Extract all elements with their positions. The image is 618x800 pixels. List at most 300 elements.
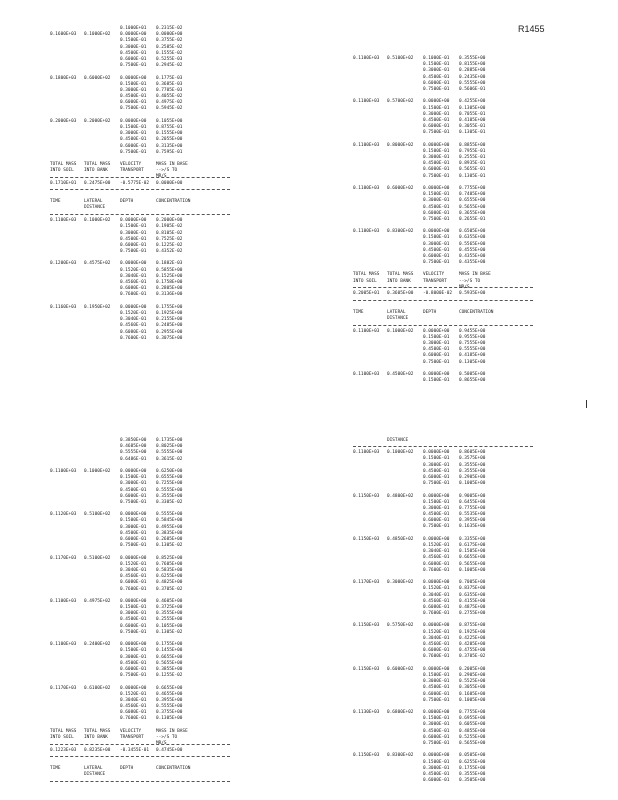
value-cell: 0.3055E-01	[459, 124, 486, 130]
depth-cell: 0.4500E-01	[423, 347, 450, 353]
value-cell: 0.1555E+00	[156, 131, 183, 137]
depth-cell: 0.3000E-01	[120, 524, 147, 530]
depth-cell: 0.1000E-01	[423, 56, 450, 61]
value-cell: 0.7055E-01	[459, 111, 486, 117]
value-cell: 0.5525E+00	[459, 679, 486, 685]
depth-cell: 0.6080E-01	[423, 604, 450, 610]
depth-cell: 0.6080E-01	[120, 329, 147, 335]
depth-cell: 0.1500E-01	[423, 378, 450, 384]
depth-cell: 0.0000E+00	[120, 304, 147, 310]
depth-cell: 0.7600E-01	[120, 292, 147, 298]
value-cell: 0.2555E-01	[459, 155, 486, 160]
value-cell: 0.1505E+00	[459, 549, 486, 555]
value-cell: 0.2755E+00	[459, 611, 486, 617]
column-header: TOTAL MASS INTO BANK	[387, 272, 414, 284]
value-cell: 0.5255E+00	[459, 734, 486, 740]
depth-cell: 0.3000E-01	[120, 44, 147, 50]
depth-cell: 0.3000E-01	[120, 230, 147, 236]
depth-cell: 0.4500E-01	[423, 468, 450, 474]
value-cell: 0.1755E+00	[156, 642, 183, 648]
depth-cell: 0.4500E-01	[120, 530, 147, 536]
value-cell: 0.7755E+00	[459, 185, 486, 191]
value-cell: 0.3075E+00	[156, 335, 183, 341]
summary-end-rule	[50, 189, 230, 190]
depth-cell: 0.6000E-01	[423, 474, 450, 480]
depth-cell: 0.6000E-01	[423, 353, 450, 359]
depth-cell: 0.7600E-01	[120, 586, 147, 592]
value-cell: 0.6555E+00	[459, 198, 486, 204]
depth-cell: 0.4560E-01	[120, 280, 147, 285]
header-rule	[353, 446, 533, 447]
printout-panel-bottom-right	[353, 438, 603, 784]
value-cell: 0.5255E-03	[156, 56, 183, 62]
distance-cell: 0.8235E+00	[84, 747, 111, 753]
time-cell: 0.1100E+03	[353, 56, 380, 61]
depth-cell: 0.3000E-01	[120, 654, 147, 660]
depth-cell: 0.3040E-01	[423, 549, 450, 555]
time-cell: 0.1150E+03	[353, 493, 380, 499]
depth-cell: 0.6000E-01	[120, 56, 147, 62]
value-cell: 0.3835E+00	[156, 530, 183, 536]
value-cell: 0.6055E+00	[459, 722, 486, 728]
value-cell: 0.8375E+00	[459, 586, 486, 592]
distance-cell: 0.1000E+02	[387, 450, 414, 456]
depth-cell: 0.3000E-01	[120, 131, 147, 137]
printout-panel-top-right	[353, 56, 603, 384]
distance-cell: 0.4800E+02	[387, 493, 414, 499]
value-cell: 0.4955E+00	[156, 524, 183, 530]
value-cell: 0.2905E+00	[459, 672, 486, 678]
value-cell: 0.7755E+00	[459, 505, 486, 511]
depth-cell: 0.7500E-01	[423, 697, 450, 703]
time-cell: 0.1100E+03	[353, 229, 380, 235]
value-cell: 0.7525E-02	[156, 236, 183, 242]
value-cell: 0.7705E-03	[156, 87, 183, 93]
depth-cell: 0.1500E-01	[120, 648, 147, 654]
value-cell: 0.6250E+00	[156, 468, 183, 474]
depth-cell: 0.7500E-01	[423, 86, 450, 92]
value-cell: 0.3705E-02	[156, 586, 183, 592]
summary-rule	[50, 177, 230, 178]
depth-cell: 0.7600E-01	[120, 716, 147, 722]
column-header: CONCENTRATION	[156, 199, 191, 205]
value-cell: 0.5935E+00	[459, 291, 486, 297]
column-header: TOTAL MASS INTO BANK	[84, 728, 111, 740]
depth-cell: 0.0000E+00	[120, 218, 147, 224]
time-cell: 0.1600E+03	[50, 32, 77, 38]
table-rule	[353, 325, 533, 326]
depth-cell: 0.0000E+00	[120, 468, 147, 474]
depth-cell: 0.1500E-01	[423, 192, 450, 198]
distance-cell: 0.2000E+02	[84, 118, 111, 124]
depth-cell: 0.4500E-01	[423, 728, 450, 734]
depth-cell: 0.7500E-01	[423, 481, 450, 487]
depth-cell: 0.1500E-01	[423, 499, 450, 505]
value-cell: 0.1005E+00	[459, 481, 486, 487]
value-cell: 0.4755E+00	[459, 648, 486, 654]
value-cell: 0.5845E+00	[156, 518, 183, 524]
printout-panel-top-left	[50, 26, 300, 342]
value-cell: 0.5855E+00	[156, 267, 183, 273]
depth-cell: 0.0000E+00	[120, 685, 147, 691]
value-cell: 0.6655E+00	[459, 555, 486, 561]
column-header: VELOCITY TRANSPORT	[423, 272, 447, 284]
value-cell: 0.6355E+00	[459, 592, 486, 598]
distance-cell: 0.8300E+02	[387, 753, 414, 759]
depth-cell: 0.0000E+00	[423, 142, 450, 148]
depth-cell: 0.1520E-01	[120, 691, 147, 697]
depth-cell: 0.0000E+00	[120, 642, 147, 648]
value-cell: 0.4352E-02	[156, 249, 183, 255]
value-cell: 0.5555E+00	[156, 704, 183, 710]
depth-cell: 0.6486E-01	[120, 456, 147, 462]
table-header-row	[50, 199, 300, 212]
depth-cell: 0.3000E-01	[423, 241, 450, 247]
depth-cell: 0.1520E-01	[423, 543, 450, 548]
time-cell: 0.1100E+03	[50, 598, 77, 604]
depth-cell: 0.0000E+00	[423, 666, 450, 672]
value-cell: 0.2945E-02	[156, 63, 183, 69]
depth-cell: 0.1500E-01	[423, 716, 450, 722]
value-cell: 0.6355E+00	[459, 235, 486, 241]
depth-cell: 0.4560E-01	[423, 642, 450, 647]
value-cell: 0.1605E+00	[459, 691, 486, 697]
value-cell: 0.6455E+00	[459, 499, 486, 505]
value-cell: 0.8525E+00	[156, 555, 183, 561]
depth-cell: 0.7500E-01	[423, 173, 450, 179]
column-header: VELOCITY TRANSPORT	[120, 728, 144, 740]
value-cell: 0.1305E+00	[156, 716, 183, 722]
value-cell: 0.1005E+00	[459, 697, 486, 703]
value-cell: 0.4825E+00	[156, 580, 183, 586]
depth-cell: 0.4560E-01	[423, 555, 450, 561]
value-cell: 0.2685E+00	[156, 537, 183, 542]
value-cell: 0.1055E+00	[156, 118, 183, 124]
time-cell: 0.1100E+03	[50, 468, 77, 474]
depth-cell: 0.4500E-01	[423, 685, 450, 691]
depth-cell: 0.0000E+00	[120, 75, 147, 81]
column-header: CONCENTRATION	[156, 765, 191, 771]
value-cell: 0.4205E+00	[459, 642, 486, 647]
time-cell: 0.1150E+03	[353, 666, 380, 672]
value-cell: 0.2885E+00	[459, 68, 486, 74]
depth-cell: 0.0000E+00	[423, 229, 450, 235]
distance-cell: 0.6000E+02	[387, 666, 414, 672]
value-cell: 0.5655E+00	[459, 741, 486, 746]
value-cell: 0.5535E+00	[459, 512, 486, 518]
value-cell: 0.5565E+00	[459, 241, 486, 247]
depth-cell: 0.0000E+00	[120, 512, 147, 518]
depth-cell: 0.7500E-01	[120, 673, 147, 679]
depth-cell: 0.7600E-01	[120, 335, 147, 341]
depth-cell: 0.3000E-01	[423, 155, 450, 160]
depth-cell: 0.6000E-01	[423, 518, 450, 524]
depth-cell: 0.3040E-01	[423, 592, 450, 598]
distance-cell: 0.1000E+02	[84, 468, 111, 474]
depth-cell: 0.1500E-01	[120, 125, 147, 130]
time-cell: 0.1170E+03	[353, 580, 380, 586]
value-cell: 0.4105E+00	[459, 117, 486, 123]
value-cell: 0.1305E+00	[459, 105, 486, 111]
time-cell: 0.1223E+03	[50, 747, 77, 753]
depth-cell: 0.4500E-01	[120, 137, 147, 143]
data-row	[353, 778, 603, 784]
value-cell: 0.4055E-02	[156, 94, 183, 100]
value-cell: 0.1925E+00	[156, 310, 183, 316]
depth-cell: 0.6080E-01	[120, 580, 147, 586]
depth-cell: 0.4500E-01	[423, 247, 450, 253]
depth-cell: 0.6000E-01	[423, 210, 450, 216]
column-header: CONCENTRATION	[459, 309, 494, 315]
section-header: DISTANCE	[387, 438, 409, 443]
depth-cell: 0.3000E-01	[120, 481, 147, 487]
value-cell: 0.7555E+00	[459, 340, 486, 346]
depth-cell: 0.7500E-01	[423, 524, 450, 530]
distance-cell: 0.2475E+00	[84, 180, 111, 186]
depth-cell: 0.0000E+00	[120, 555, 147, 561]
depth-cell: 0.3000E-01	[423, 505, 450, 511]
value-cell: 0.6175E+00	[459, 543, 486, 548]
value-cell: 0.1882E-03	[156, 261, 183, 267]
value-cell: 0.3575E+00	[459, 456, 486, 462]
value-cell: 0.1005E+00	[459, 567, 486, 573]
depth-cell: 0.3040E-01	[120, 317, 147, 323]
value-cell: 0.4225E+00	[459, 635, 486, 641]
depth-cell: 0.3000E-01	[423, 340, 450, 346]
depth-cell: 0.6000E-01	[423, 778, 450, 784]
time-cell: 0.1150E+03	[353, 753, 380, 759]
value-cell: 0.1255E-02	[156, 673, 183, 679]
distance-cell: 0.1950E+02	[84, 304, 111, 310]
depth-cell: 0.1520E-01	[120, 267, 147, 273]
depth-cell: 0.7500E-01	[423, 741, 450, 746]
summary-end-rule	[353, 300, 533, 301]
value-cell: 0.3555E+00	[459, 462, 486, 468]
value-cell: 0.7755E+00	[459, 710, 486, 716]
value-cell: 0.6255E+00	[459, 759, 486, 765]
depth-cell: 0.1500E-01	[120, 224, 147, 230]
value-cell: 0.6505E+00	[459, 229, 486, 235]
depth-cell: 0.6000E-01	[120, 143, 147, 149]
column-header: TOTAL MASS INTO SOIL	[50, 728, 77, 740]
depth-cell: 0.4500E-01	[120, 487, 147, 493]
column-header: TIME	[50, 765, 61, 771]
depth-cell: 0.0000E+00	[423, 580, 450, 586]
value-cell: 0.5655E+00	[459, 561, 486, 567]
depth-cell: -0.5775E-02	[120, 180, 150, 186]
value-cell: 0.4355E+00	[459, 254, 486, 259]
depth-cell: 0.3000E-01	[423, 111, 450, 117]
column-header: DEPTH	[120, 765, 134, 771]
value-cell: 0.8605E+00	[459, 450, 486, 456]
time-cell: 0.1120E+03	[50, 512, 77, 518]
value-cell: 0.7405E+00	[459, 192, 486, 198]
value-cell: 0.1775E-03	[156, 75, 183, 81]
depth-cell: 0.1500E-01	[120, 518, 147, 524]
column-header: MASS IN BASE -->/S TO MR/S	[459, 272, 491, 290]
value-cell: 0.3555E+00	[459, 468, 486, 474]
column-header: LATERAL DISTANCE	[84, 199, 106, 211]
depth-cell: 0.6080E-01	[120, 710, 147, 716]
depth-cell: 0.1500E-01	[423, 235, 450, 241]
value-cell: 0.3955E+00	[459, 518, 486, 524]
value-cell: 0.1305E-02	[156, 543, 183, 549]
depth-cell: 0.7500E-01	[423, 359, 450, 365]
value-cell: 0.2435E+00	[459, 74, 486, 80]
summary-header-row	[50, 728, 300, 747]
time-cell: 0.1710E+01	[50, 180, 77, 186]
depth-cell: 0.4500E-01	[423, 512, 450, 518]
value-cell: 0.4655E+00	[156, 691, 183, 697]
value-cell: 0.0505E+00	[459, 753, 486, 759]
value-cell: 0.5655E+00	[459, 204, 486, 210]
time-cell: 0.2005E+01	[353, 291, 380, 297]
data-row	[50, 716, 300, 722]
depth-cell: 0.0000E+00	[423, 328, 450, 334]
summary-value-row	[50, 748, 300, 754]
depth-cell: 0.0000E+00	[423, 536, 450, 542]
value-cell: 0.1055E+00	[156, 623, 183, 629]
time-cell: 0.1100E+03	[50, 218, 77, 224]
column-header: TIME	[50, 199, 61, 205]
value-cell: 0.7005E+00	[459, 580, 486, 586]
value-cell: 0.6555E+00	[156, 475, 183, 481]
depth-cell: 0.4560E-01	[120, 704, 147, 710]
table-rule	[50, 214, 230, 215]
value-cell: 0.1905E-02	[156, 224, 183, 230]
value-cell: 0.1305E-01	[459, 130, 486, 136]
column-header: VELOCITY TRANSPORT	[120, 161, 144, 174]
depth-cell: 0.1500E-01	[423, 62, 450, 68]
value-cell: 0.4855E+00	[459, 728, 486, 734]
value-cell: 0.5555E+00	[459, 347, 486, 353]
column-header: TOTAL MASS INTO BANK	[84, 161, 111, 174]
depth-cell: 0.0000E+00	[423, 493, 450, 499]
value-cell: 0.8755E+00	[459, 623, 486, 629]
value-cell: 0.3755E-02	[156, 38, 183, 44]
value-cell: 0.3955E+00	[156, 697, 183, 703]
value-cell: 0.3755E+00	[156, 710, 183, 716]
value-cell: 0.4555E+00	[459, 247, 486, 253]
value-cell: 0.1305E+00	[459, 359, 486, 365]
time-cell: 0.1100E+03	[50, 642, 77, 648]
depth-cell: 0.6080E-01	[120, 286, 147, 292]
depth-cell: 0.1500E-01	[120, 81, 147, 87]
value-cell: 0.1525E+00	[156, 273, 183, 279]
depth-cell: 0.4560E-01	[120, 323, 147, 329]
value-cell: 0.7955E-01	[459, 148, 486, 154]
depth-cell: 0.4500E-01	[120, 94, 147, 100]
value-cell: 0.2655E-01	[459, 216, 486, 222]
column-header: TIME	[353, 309, 364, 315]
depth-cell: 0.6000E-01	[120, 100, 147, 106]
depth-cell: 0.4500E-01	[120, 236, 147, 242]
value-cell: 0.8755E-01	[156, 125, 183, 130]
value-cell: 0.3136E+00	[156, 292, 183, 298]
time-cell: 0.1100E+03	[353, 450, 380, 456]
distance-cell: 0.5700E+02	[387, 99, 414, 105]
depth-cell: 0.3000E-01	[423, 765, 450, 771]
distance-cell: 0.6000E+02	[84, 75, 111, 81]
value-cell: 0.1755E+00	[459, 765, 486, 771]
depth-cell: 0.0000E+00	[423, 371, 450, 377]
value-cell: 0.2805E+00	[156, 286, 183, 292]
depth-cell: 0.6000E-01	[423, 734, 450, 740]
depth-cell: 0.3040E-01	[120, 697, 147, 703]
distance-cell: 0.3000E+02	[387, 580, 414, 586]
value-cell: 0.9455E+00	[459, 328, 486, 334]
time-cell: 0.1100E+03	[353, 328, 380, 334]
value-cell: 0.3055E+00	[459, 685, 486, 691]
printout-panel-bottom-left	[50, 438, 300, 785]
value-cell: 0.2005E+00	[459, 666, 486, 672]
depth-cell: 0.7500E-01	[423, 216, 450, 222]
column-header: MASS IN BASE -->/S TO MR/S	[156, 161, 188, 180]
time-cell: 0.1170E+03	[50, 685, 77, 691]
value-cell: 0.6955E+00	[459, 716, 486, 722]
value-cell: 0.7255E+00	[156, 481, 183, 487]
value-cell: 0.5655E-01	[459, 167, 486, 173]
depth-cell: 0.4500E-01	[120, 50, 147, 56]
value-cell: 0.9005E+00	[459, 493, 486, 499]
depth-cell: 0.6000E-01	[120, 537, 147, 542]
value-cell: 0.1758E+00	[156, 280, 183, 285]
time-cell: 0.1100E+03	[353, 142, 380, 148]
time-cell: 0.1800E+03	[50, 75, 77, 81]
value-cell: 0.8935E-01	[459, 161, 486, 167]
distance-cell: 0.6000E+02	[387, 185, 414, 191]
column-header: TOTAL MASS INTO SOIL	[353, 272, 380, 284]
value-cell: 0.4255E+00	[459, 99, 486, 105]
depth-cell: 0.4500E-01	[120, 617, 147, 623]
depth-cell: 0.3040E-01	[120, 273, 147, 279]
depth-cell: 0.7500E-01	[423, 130, 450, 136]
time-cell: 0.1170E+03	[50, 555, 77, 561]
value-cell: 0.5835E+00	[156, 567, 183, 573]
depth-cell: 0.6000E-01	[120, 493, 147, 499]
distance-cell: 0.5100E+02	[84, 512, 111, 518]
value-cell: 0.7605E+00	[156, 561, 183, 567]
distance-cell: 0.6100E+02	[84, 685, 111, 691]
depth-cell: 0.0000E+00	[120, 261, 147, 267]
value-cell: 0.8025E+00	[156, 444, 183, 450]
value-cell: 0.2555E+00	[156, 617, 183, 623]
depth-cell: 0.0000E+00	[120, 598, 147, 604]
value-cell: 0.2585E-02	[156, 44, 183, 50]
depth-cell: 0.1000E+01	[120, 26, 147, 31]
depth-cell: 0.1500E-01	[120, 475, 147, 481]
depth-cell: 0.7500E-01	[120, 106, 147, 112]
depth-cell: 0.4500E-01	[120, 660, 147, 666]
data-row	[50, 150, 300, 156]
depth-cell: 0.4560E-01	[423, 598, 450, 604]
depth-cell: 0.3040E-01	[120, 567, 147, 573]
depth-cell: 0.3000E-01	[423, 68, 450, 74]
value-cell: 0.3855E+00	[156, 666, 183, 672]
column-header: MASS IN BASE -->/S TO MR/S	[156, 728, 188, 747]
distance-cell: 0.1000E+02	[387, 328, 414, 334]
depth-cell: -0.3455E-01	[120, 747, 150, 753]
summary-end-rule	[50, 756, 230, 757]
time-cell: 0.1100E+03	[353, 185, 380, 191]
column-header: LATERAL DISTANCE	[387, 309, 409, 321]
time-cell: 0.1150E+03	[353, 623, 380, 629]
depth-cell: 0.0000E+00	[423, 623, 450, 629]
value-cell: 0.5655E+00	[156, 660, 183, 666]
value-cell: 0.2485E+00	[156, 323, 183, 329]
value-cell: 0.5555E+00	[459, 80, 486, 86]
value-cell: 0.4875E+00	[459, 604, 486, 610]
